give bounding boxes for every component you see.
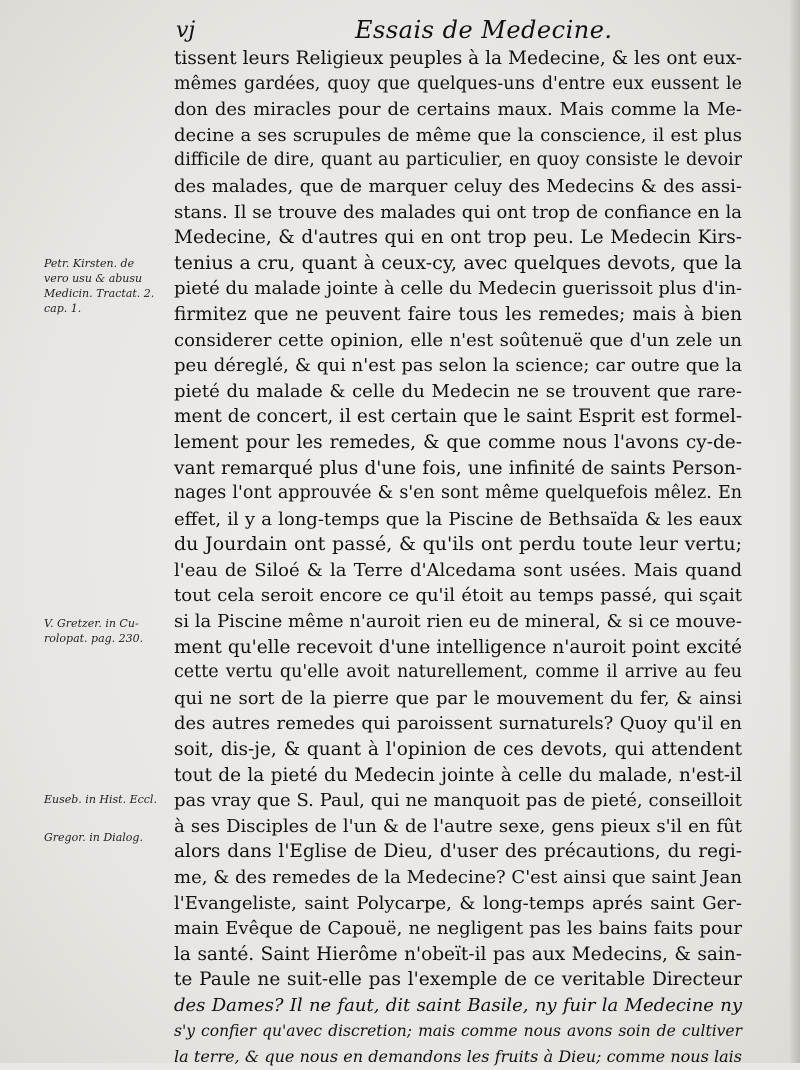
text-line: soit, dis-je, & quant à l'opinion de ces devots, qui attendent bbox=[174, 739, 742, 761]
text-line: decine a ses scrupules de même que la conscience, il est plus bbox=[174, 124, 742, 146]
marginal-note-kirsten bbox=[44, 256, 154, 316]
text-line: à ses Disciples de l'un & de l'autre sexe, gens pieux s'il en fût bbox=[174, 815, 742, 837]
text-line: tenius a cru, quant à ceux-cy, avec quelques devots, que la bbox=[174, 251, 742, 274]
text-line: ment de concert, il est certain que le saint Esprit est formel- bbox=[174, 406, 743, 428]
text-line: pieté du malade jointe à celle du Medecin guerissoit plus d'in- bbox=[174, 278, 743, 300]
text-line: la terre, & que nous en demandons les fruits à Dieu; comme nous lais bbox=[174, 1047, 742, 1067]
text-line: tout de la pieté du Medecin jointe à celle du malade, n'est-il bbox=[174, 764, 742, 786]
text-line: des Dames? Il ne faut, dit saint Basile, ny fuir la Medecine ny bbox=[174, 994, 742, 1016]
text-line: s'y confier qu'avec discretion; mais comme nous avons soin de cultiver bbox=[174, 1021, 742, 1040]
text-line: don des miracles pour de certains maux. Mais comme la Me- bbox=[174, 99, 742, 121]
text-line: vant remarqué plus d'une fois, une infinité de saints Person- bbox=[174, 457, 742, 479]
text-line: me, & des remedes de la Medecine? C'est ainsi que saint Jean bbox=[174, 867, 742, 888]
text-line: tout cela seroit encore ce qu'il étoit au temps passé, qui sçait bbox=[174, 585, 742, 607]
text-line: l'Evangeliste, saint Polycarpe, & long-temps aprés saint Ger- bbox=[174, 892, 742, 914]
text-line: Medecine, & d'autres qui en ont trop peu. Le Medecin Kirs- bbox=[174, 227, 742, 249]
page-edge-shadow bbox=[790, 0, 800, 1063]
marginal-line: Petr. Kirsten. de bbox=[44, 257, 135, 270]
text-line: des malades, que de marquer celuy des Medecins & des assi- bbox=[174, 175, 742, 197]
text-line: peu déreglé, & qui n'est pas selon la science; car outre que la bbox=[174, 355, 742, 377]
text-line: te Paule ne suit-elle pas l'exemple de ce veritable Directeur bbox=[174, 969, 742, 991]
text-line: alors dans l'Eglise de Dieu, d'user des précautions, du regi- bbox=[174, 841, 742, 863]
text-line: ment qu'elle recevoit d'une intelligence n'auroit point excité bbox=[174, 636, 742, 658]
marginal-line: Euseb. in Hist. Eccl. bbox=[44, 793, 157, 806]
marginal-line: cap. 1. bbox=[44, 302, 82, 315]
text-line: la santé. Saint Hierôme n'obeït-il pas aux Medecins, & sain- bbox=[174, 943, 742, 965]
text-line: stans. Il se trouve des malades qui ont trop de confiance en la bbox=[174, 201, 742, 223]
text-line: lement pour les remedes, & que comme nous l'avons cy-de- bbox=[174, 431, 742, 453]
text-line: cette vertu qu'elle avoit naturellement, comme il arrive au feu bbox=[174, 662, 742, 683]
text-line: difficile de dire, quant au particulier, en quoy consiste le devoir bbox=[174, 150, 742, 171]
text-line: qui ne sort de la pierre que par le mouvement du fer, & ainsi bbox=[174, 687, 742, 709]
text-line: du Jourdain ont passé, & qu'ils ont perdu toute leur vertu; bbox=[174, 533, 742, 556]
marginal-line: Medicin. Tractat. 2. bbox=[44, 287, 155, 300]
text-line: mêmes gardées, quoy que quelques-uns d'entre eux eussent le bbox=[174, 73, 742, 94]
text-line: pas vray que S. Paul, qui ne manquoit pas de pieté, conseilloit bbox=[174, 790, 742, 812]
text-line: effet, il y a long-temps que la Piscine de Bethsaïda & les eaux bbox=[174, 508, 742, 530]
text-line: considerer cette opinion, elle n'est soûtenuë que d'un zele un bbox=[174, 329, 742, 351]
page-number: vj bbox=[176, 18, 196, 43]
marginal-line: vero usu & abusu bbox=[44, 272, 143, 285]
body-text bbox=[174, 46, 742, 1070]
text-line: firmitez que ne peuvent faire tous les remedes; mais à bien bbox=[174, 303, 742, 325]
marginal-line: V. Gretzer. in Cu- bbox=[44, 617, 139, 630]
text-line: si la Piscine même n'auroit rien eu de mineral, & si ce mouve- bbox=[174, 611, 742, 633]
marginal-note-gretzer bbox=[44, 616, 143, 646]
text-line: main Evêque de Capouë, ne negligent pas les bains faits pour bbox=[174, 918, 742, 940]
marginal-line: Gregor. in Dialog. bbox=[44, 831, 143, 844]
text-line: pieté du malade & celle du Medecin ne se trouvent que rare- bbox=[174, 380, 742, 402]
running-head: Essais de Medecine. bbox=[355, 16, 613, 44]
text-line: des autres remedes qui paroissent surnaturels? Quoy qu'il en bbox=[174, 713, 742, 735]
marginal-line: rolopat. pag. 230. bbox=[44, 632, 144, 645]
marginal-note-eusebius bbox=[44, 792, 157, 807]
text-line: nages l'ont approuvée & s'en sont même quelquefois mêlez. En bbox=[174, 483, 742, 504]
text-line: l'eau de Siloé & la Terre d'Alcedama sont usées. Mais quand bbox=[174, 559, 742, 581]
text-line: tissent leurs Religieux peuples à la Medecine, & les ont eux- bbox=[174, 48, 742, 69]
marginal-note-gregory bbox=[44, 830, 143, 845]
